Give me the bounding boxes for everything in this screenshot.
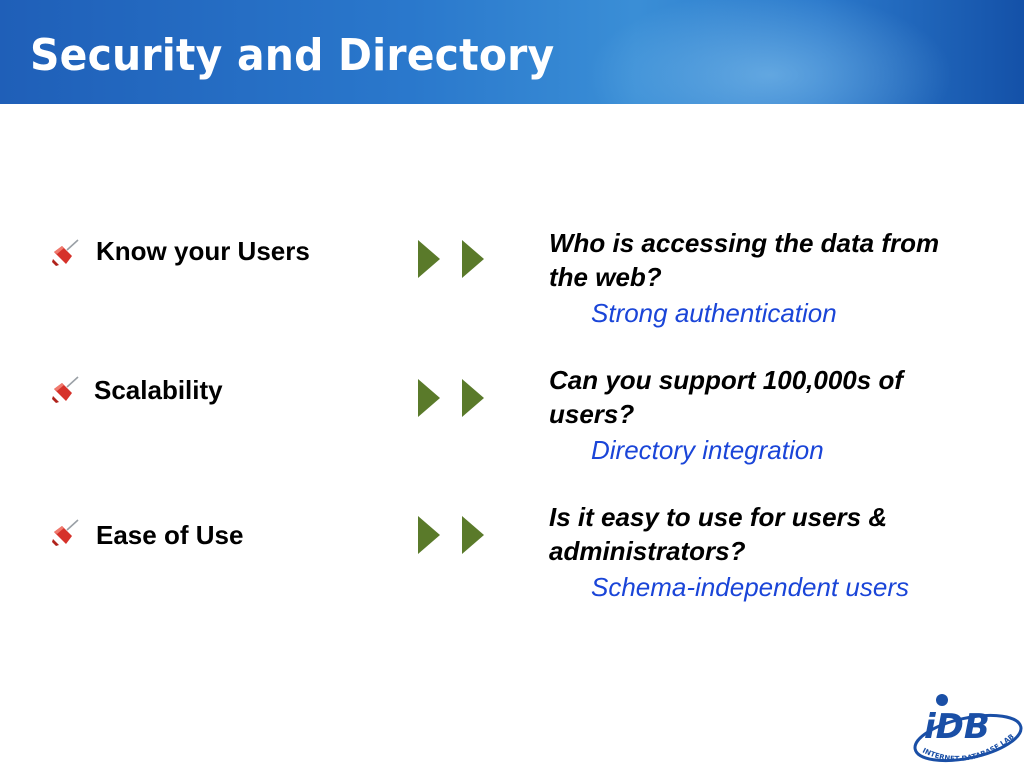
topic-label: Ease of Use — [96, 520, 244, 550]
pushpin-icon — [50, 375, 80, 405]
question-text: Who is accessing the data from the web? — [549, 228, 940, 292]
logo-subtitle: INTERNET DATABASE LAB — [921, 732, 1016, 764]
question-text: Can you support 100,000s of users? — [549, 365, 903, 429]
pushpin-icon — [50, 238, 80, 268]
question-text: Is it easy to use for users & administrators? — [549, 502, 888, 566]
content-row-scalability — [0, 363, 1024, 493]
double-arrow-icon — [416, 238, 486, 280]
pushpin-icon — [50, 518, 80, 548]
answer-text: Directory integration — [591, 435, 824, 465]
double-arrow-icon — [416, 514, 486, 556]
slide-title: Security and Directory — [30, 30, 555, 81]
topic-label: Scalability — [94, 375, 223, 405]
idb-logo — [908, 690, 1024, 768]
answer-text: Strong authentication — [591, 298, 837, 328]
content-row-ease-of-use — [0, 500, 1024, 630]
topic-label: Know your Users — [96, 236, 310, 266]
double-arrow-icon — [416, 377, 486, 419]
content-row-know-your-users — [0, 226, 1024, 356]
slide-header — [0, 0, 1024, 104]
answer-text: Schema-independent users — [591, 572, 909, 602]
logo-wordmark: iDB — [924, 707, 990, 747]
